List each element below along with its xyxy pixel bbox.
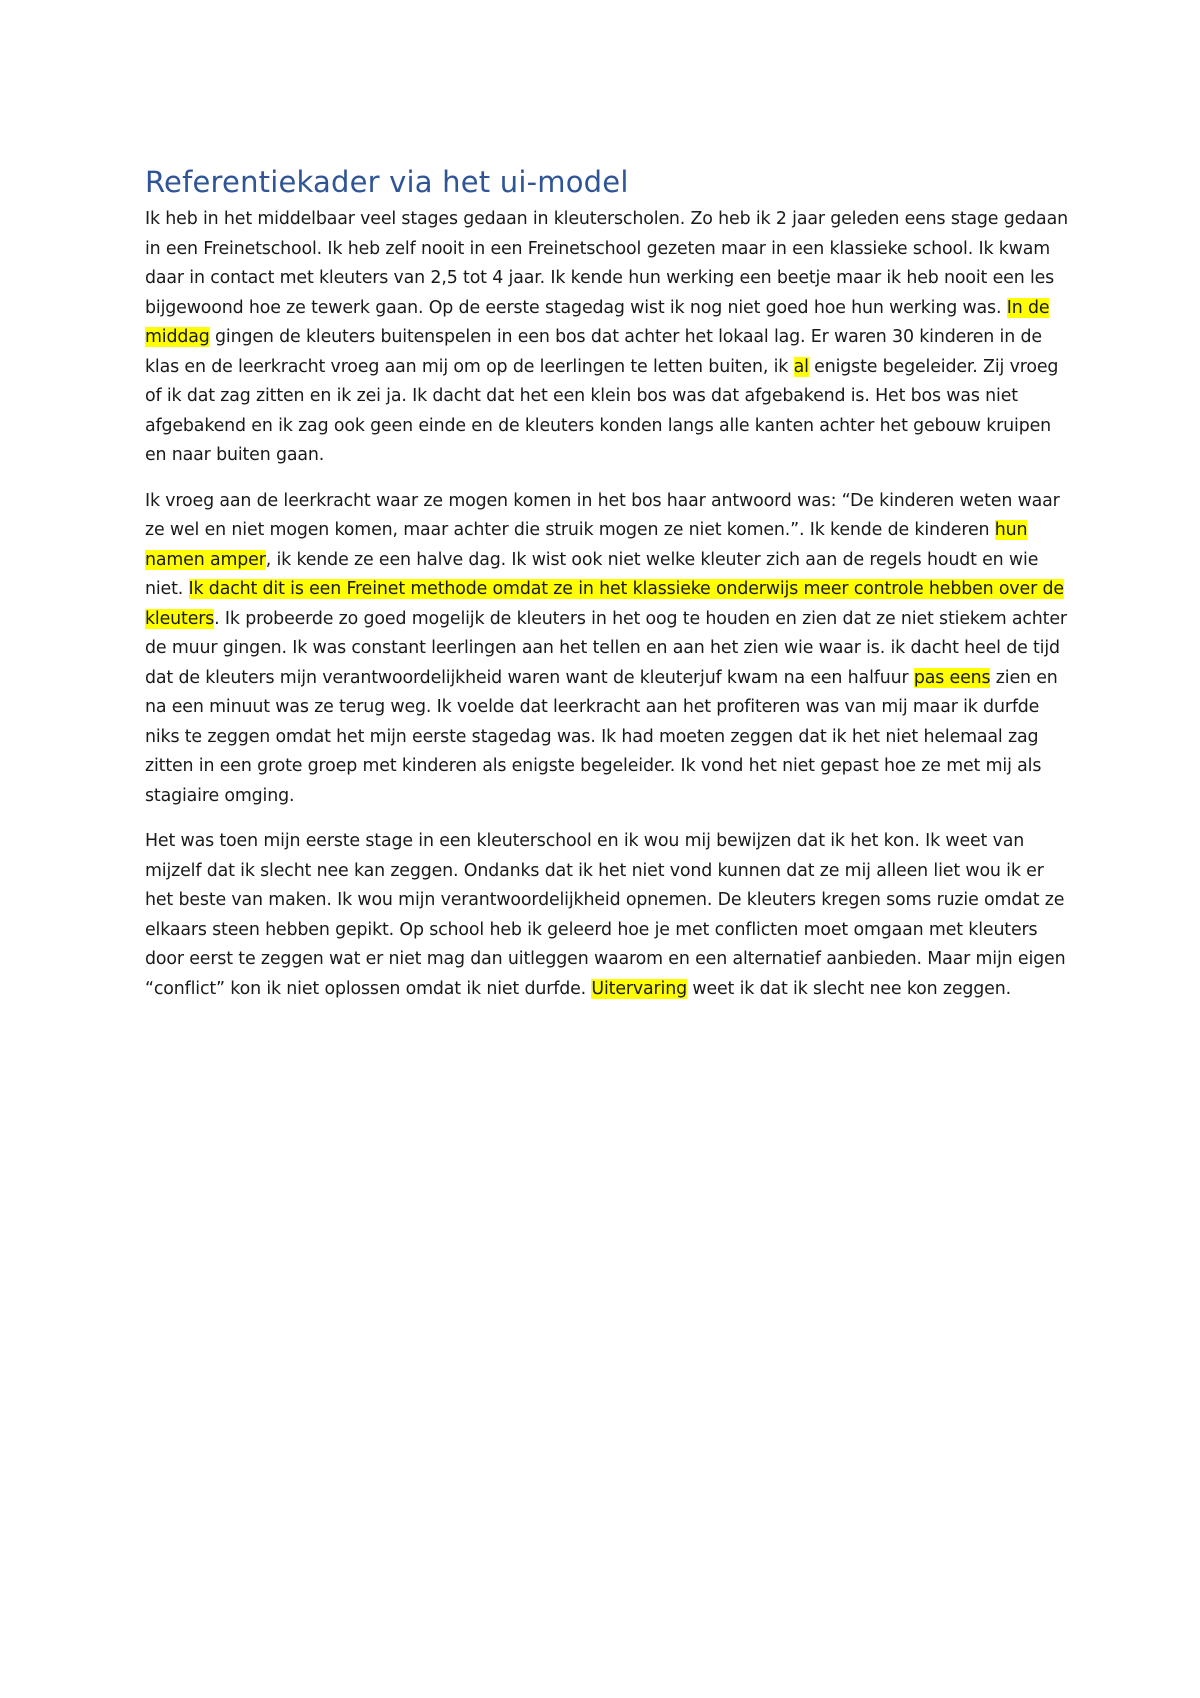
text-segment: . Ik probeerde zo goed mogelijk de kleuters in het oog te houden en zien dat ze niet stiekem achter de muur gingen. Ik was constant leerlingen aan het tellen en aan het zien wie waar is. ik dacht heel de tijd dat de kleuters mijn verantwoordelijkheid waren want de kleuterjuf kwam na een halfuur — [145, 608, 1067, 688]
highlighted-text: In de middag — [145, 297, 1050, 347]
text-segment: weet ik dat ik slecht nee kon zeggen. — [687, 978, 1011, 999]
document-body — [145, 163, 1075, 1020]
text-segment: Ik heb in het middelbaar veel stages gedaan in kleuterscholen. Zo heb ik 2 jaar geleden eens stage gedaan in een Freinetschool. Ik heb zelf nooit in een Freinetschool gezeten maar in een klassieke school. Ik kwam daar in contact met kleuters van 2,5 tot 4 jaar. Ik kende hun werking een beetje maar ik heb nooit een les bijgewoond hoe ze tewerk gaan. Op de eerste stagedag wist ik nog niet goed hoe hun werking was. — [145, 209, 1068, 318]
paragraph-3 — [145, 827, 1075, 1004]
paragraph-2 — [145, 487, 1075, 812]
highlighted-text: Ik dacht dit is een Freinet methode omdat ze in het klassieke onderwijs meer controle hebben over de kleuters — [145, 579, 1064, 629]
text-segment: Het was toen mijn eerste stage in een kleuterschool en ik wou mij bewijzen dat ik het kon. Ik weet van mijzelf dat ik slecht nee kan zeggen. Ondanks dat ik het niet vond kunnen dat ze mij alleen liet wou ik er het beste van maken. Ik wou mijn verantwoordelijkheid opnemen. De kleuters kregen soms ruzie omdat ze elkaars steen hebben gepikt. Op school heb ik geleerd hoe je met conflicten moet omgaan met kleuters door eerst te zeggen wat er niet mag dan uitleggen waarom en een alternatief aanbieden. Maar mijn eigen “conflict” kon ik niet oplossen omdat ik niet durfde. — [145, 831, 1066, 999]
highlighted-text: Uitervaring — [591, 978, 687, 999]
highlighted-text: hun namen amper — [145, 520, 1028, 570]
paragraph-1 — [145, 205, 1075, 471]
text-segment: gingen de kleuters buitenspelen in een bos dat achter het lokaal lag. Er waren 30 kinderen in de klas en de leerkracht vroeg aan mij om op de leerlingen te letten buiten, ik — [145, 327, 1042, 377]
text-segment: zien en na een minuut was ze terug weg. Ik voelde dat leerkracht aan het profiteren was van mij maar ik durfde niks te zeggen omdat het mijn eerste stagedag was. Ik had moeten zeggen dat ik het niet helemaal zag zitten in een grote groep met kinderen als enigste begeleider. Ik vond het niet gepast hoe ze met mij als stagiaire omging. — [145, 667, 1058, 806]
text-segment: , ik kende ze een halve dag. Ik wist ook niet welke kleuter zich aan de regels houdt en wie niet. — [145, 549, 1039, 599]
highlighted-text: al — [793, 356, 809, 377]
text-segment: enigste begeleider. Zij vroeg of ik dat zag zitten en ik zei ja. Ik dacht dat het een klein bos was dat afgebakend is. Het bos was niet afgebakend en ik zag ook geen einde en de kleuters konden langs alle kanten achter het gebouw kruipen en naar buiten gaan. — [145, 356, 1059, 465]
text-segment: Ik vroeg aan de leerkracht waar ze mogen komen in het bos haar antwoord was: “De kinderen weten waar ze wel en niet mogen komen, maar achter die struik mogen ze niet komen.”. Ik kende de kinderen — [145, 490, 1060, 540]
highlighted-text: pas eens — [913, 667, 991, 688]
document-title: Referentiekader via het ui-model — [145, 165, 629, 199]
